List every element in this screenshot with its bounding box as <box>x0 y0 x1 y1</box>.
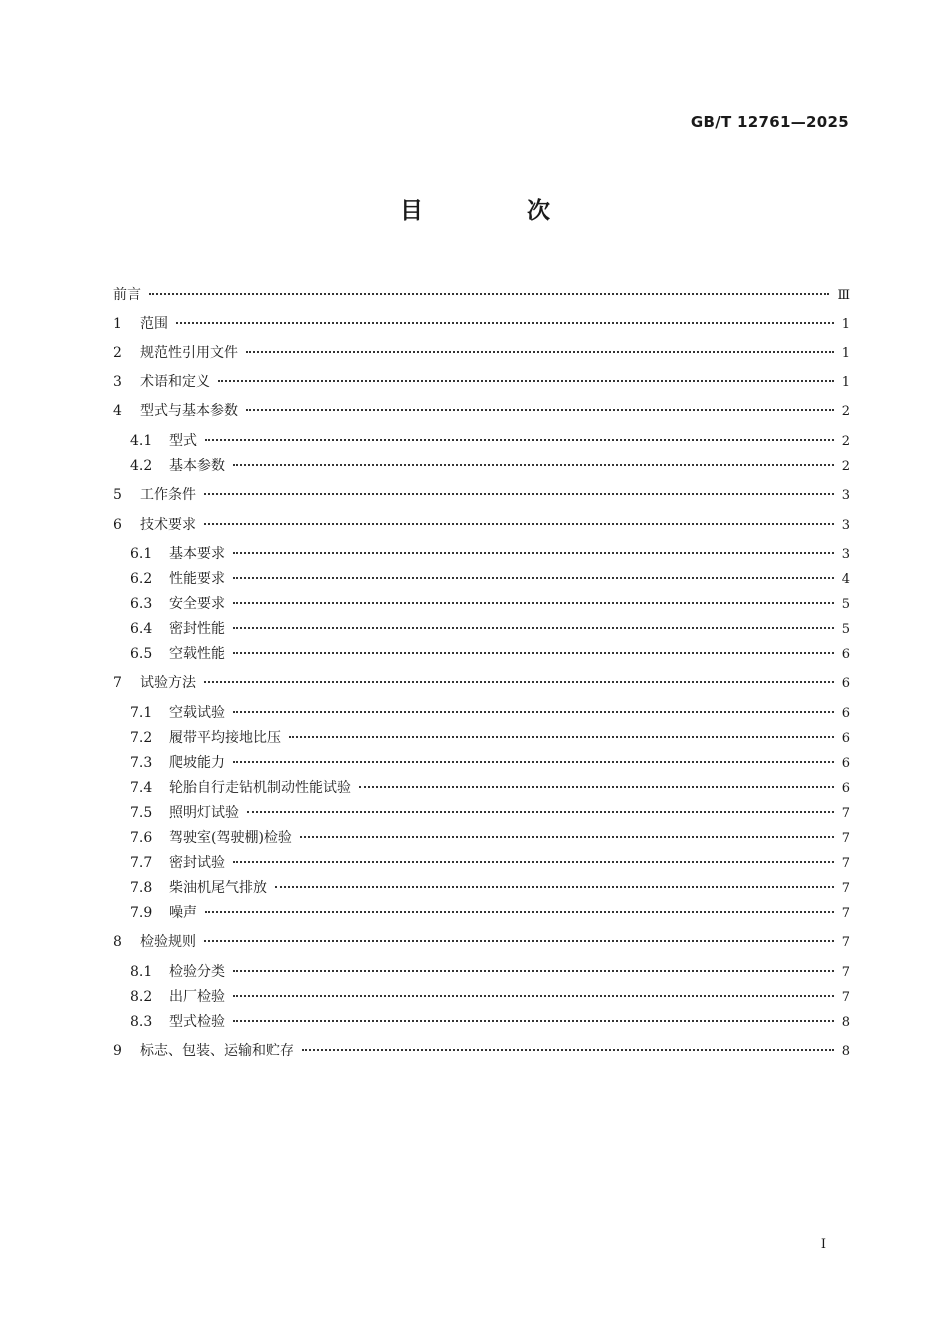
toc-entry[interactable] <box>113 1040 850 1060</box>
toc-entry[interactable] <box>130 568 850 588</box>
toc-entry-page: 1 <box>841 375 850 390</box>
toc-entry-title <box>130 902 197 922</box>
toc-entry[interactable] <box>130 643 850 663</box>
toc-entry-title <box>113 400 238 420</box>
dot-leader <box>233 970 834 972</box>
toc-entry-title <box>113 313 168 333</box>
toc-entry[interactable] <box>113 400 850 420</box>
toc-entry-label: 检验规则 <box>140 934 196 950</box>
toc-entry-number: 9 <box>113 1043 122 1059</box>
toc-entry-label: 安全要求 <box>169 596 225 612</box>
dot-leader <box>233 602 834 604</box>
toc-entry-label: 基本要求 <box>169 546 225 562</box>
toc-entry-title <box>130 643 225 663</box>
toc-entry-page: 5 <box>841 597 850 612</box>
toc-entry[interactable] <box>130 802 850 822</box>
toc-entry-page: 2 <box>841 459 850 474</box>
dot-leader <box>247 811 834 813</box>
toc-entry[interactable] <box>130 543 850 563</box>
toc-entry-page: 3 <box>841 518 850 533</box>
toc-entry[interactable] <box>113 313 850 333</box>
dot-leader <box>149 293 829 295</box>
toc-entry[interactable] <box>130 986 850 1006</box>
toc-entry[interactable] <box>130 877 850 897</box>
toc-entry-number: 8.2 <box>130 989 153 1005</box>
dot-leader <box>359 786 834 788</box>
toc-entry-title <box>130 727 281 747</box>
toc-entry-number: 7.6 <box>130 830 153 846</box>
toc-entry-number: 4.1 <box>130 433 153 449</box>
dot-leader <box>204 523 834 525</box>
toc-entry[interactable] <box>130 727 850 747</box>
toc-entry-label: 噪声 <box>169 905 197 921</box>
toc-entry-page: 7 <box>841 906 850 921</box>
toc-entry-number: 6.5 <box>130 646 153 662</box>
toc-entry-page: 6 <box>841 731 850 746</box>
dot-leader <box>204 940 834 942</box>
toc-entry-number: 6 <box>113 517 122 533</box>
toc-entry-title <box>130 802 239 822</box>
toc-entry-title <box>130 618 225 638</box>
toc-entry-number: 2 <box>113 345 122 361</box>
dot-leader <box>233 464 834 466</box>
dot-leader <box>233 1020 834 1022</box>
toc-entry[interactable] <box>113 484 850 504</box>
dot-leader <box>233 711 834 713</box>
toc-entry-number: 7.3 <box>130 755 153 771</box>
toc-entry-title <box>130 777 351 797</box>
toc-entry[interactable] <box>130 702 850 722</box>
toc-entry-label: 空载试验 <box>169 705 225 721</box>
toc-entry-page: 7 <box>841 881 850 896</box>
toc-entry-label: 前言 <box>113 287 141 303</box>
toc-entry-label: 柴油机尾气排放 <box>169 880 267 896</box>
dot-leader <box>233 552 834 554</box>
toc-entry-title <box>130 702 225 722</box>
toc-entry-label: 术语和定义 <box>140 374 210 390</box>
toc-entry-number: 8.3 <box>130 1014 153 1030</box>
toc-entry-page: 3 <box>841 547 850 562</box>
toc-entry-page: 5 <box>841 622 850 637</box>
toc-entry-label: 轮胎自行走钻机制动性能试验 <box>169 780 351 796</box>
toc-entry-number: 7 <box>113 675 122 691</box>
page-number: Ⅰ <box>820 1237 826 1252</box>
dot-leader <box>233 761 834 763</box>
dot-leader <box>205 439 834 441</box>
toc-entry-page: 1 <box>841 317 850 332</box>
toc-entry-page: 6 <box>841 676 850 691</box>
toc-entry-label: 空载性能 <box>169 646 225 662</box>
toc-entry-page: 7 <box>841 806 850 821</box>
toc-entry[interactable] <box>130 593 850 613</box>
toc-entry-page: 6 <box>841 647 850 662</box>
dot-leader <box>233 577 834 579</box>
toc-entry[interactable] <box>130 902 850 922</box>
dot-leader <box>300 836 834 838</box>
toc-entry-label: 出厂检验 <box>169 989 225 1005</box>
dot-leader <box>204 681 834 683</box>
toc-entry-page: 6 <box>841 781 850 796</box>
toc-entry[interactable] <box>130 618 850 638</box>
toc-entry-page: Ⅲ <box>837 288 850 303</box>
toc-entry-title <box>113 931 196 951</box>
toc-entry-number: 6.2 <box>130 571 153 587</box>
toc-entry-number: 4 <box>113 403 122 419</box>
toc-entry-page: 6 <box>841 706 850 721</box>
toc-entry-label: 型式与基本参数 <box>140 403 238 419</box>
dot-leader <box>233 861 834 863</box>
toc-entry-title <box>113 371 210 391</box>
toc-entry-title <box>130 852 225 872</box>
toc-entry-label: 规范性引用文件 <box>140 345 238 361</box>
toc-entry-title <box>130 455 225 475</box>
toc-entry-label: 工作条件 <box>140 487 196 503</box>
toc-entry-title <box>130 827 292 847</box>
toc-entry-page: 2 <box>841 434 850 449</box>
toc-entry-number: 7.8 <box>130 880 153 896</box>
toc-entry[interactable] <box>113 931 850 951</box>
toc-entry-number: 7.2 <box>130 730 153 746</box>
toc-entry[interactable] <box>130 852 850 872</box>
dot-leader <box>233 995 834 997</box>
dot-leader <box>246 351 834 353</box>
toc-entry-title <box>130 877 267 897</box>
toc-entry-label: 履带平均接地比压 <box>169 730 281 746</box>
toc-entry-number: 8.1 <box>130 964 153 980</box>
toc-entry-page: 7 <box>841 990 850 1005</box>
toc-entry-number: 6.4 <box>130 621 153 637</box>
toc-entry-page: 6 <box>841 756 850 771</box>
toc-entry[interactable] <box>113 371 850 391</box>
toc-entry-title <box>113 672 196 692</box>
toc-entry-number: 7.7 <box>130 855 153 871</box>
toc-entry-label: 爬坡能力 <box>169 755 225 771</box>
toc-entry-label: 照明灯试验 <box>169 805 239 821</box>
dot-leader <box>289 736 834 738</box>
toc-entry-page: 7 <box>841 831 850 846</box>
toc-entry-number: 5 <box>113 487 122 503</box>
toc-entry-title <box>113 1040 294 1060</box>
toc-entry-number: 6.1 <box>130 546 153 562</box>
toc-entry-page: 3 <box>841 488 850 503</box>
toc-entry-label: 基本参数 <box>169 458 225 474</box>
toc-entry-number: 7.4 <box>130 780 153 796</box>
toc-entry-page: 7 <box>841 856 850 871</box>
toc-entry[interactable] <box>113 514 850 534</box>
toc-entry-page: 8 <box>841 1015 850 1030</box>
dot-leader <box>233 627 834 629</box>
toc-entry-title <box>130 752 225 772</box>
toc-entry-label: 标志、包装、运输和贮存 <box>140 1043 294 1059</box>
dot-leader <box>205 911 834 913</box>
toc-entry-label: 试验方法 <box>140 675 196 691</box>
toc-entry-title <box>130 1011 225 1031</box>
toc-entry-title <box>113 484 196 504</box>
dot-leader <box>233 652 834 654</box>
toc-entry-label: 检验分类 <box>169 964 225 980</box>
toc-entry-label: 密封试验 <box>169 855 225 871</box>
toc-entry-label: 型式检验 <box>169 1014 225 1030</box>
toc-entry-number: 7.1 <box>130 705 153 721</box>
toc-entry-title <box>130 543 225 563</box>
toc-entry-title <box>113 342 238 362</box>
page-title: 目 次 <box>399 198 598 224</box>
toc-entry-page: 7 <box>841 965 850 980</box>
toc-entry-label: 范围 <box>140 316 168 332</box>
toc-entry[interactable] <box>130 455 850 475</box>
toc-entry-number: 1 <box>113 316 122 332</box>
toc-entry-number: 3 <box>113 374 122 390</box>
toc-entry-number: 8 <box>113 934 122 950</box>
toc-entry[interactable] <box>130 752 850 772</box>
toc-entry[interactable] <box>130 1011 850 1031</box>
toc-entry-title <box>130 986 225 1006</box>
toc-entry[interactable] <box>130 827 850 847</box>
toc-entry[interactable] <box>130 777 850 797</box>
toc-entry-title <box>130 593 225 613</box>
toc-entry-label: 性能要求 <box>169 571 225 587</box>
toc-entry-title <box>130 568 225 588</box>
dot-leader <box>302 1049 834 1051</box>
toc-entry-title <box>113 514 196 534</box>
standard-code: GB/T 12761—2025 <box>690 113 849 131</box>
toc-entry[interactable] <box>113 672 850 692</box>
toc-entry-page: 8 <box>841 1044 850 1059</box>
toc-entry[interactable] <box>130 961 850 981</box>
toc-entry-label: 技术要求 <box>140 517 196 533</box>
toc-entry[interactable] <box>130 430 850 450</box>
toc-entry-label: 密封性能 <box>169 621 225 637</box>
dot-leader <box>275 886 834 888</box>
dot-leader <box>218 380 834 382</box>
toc-entry-page: 2 <box>841 404 850 419</box>
toc-entry[interactable] <box>113 342 850 362</box>
toc-entry-number: 6.3 <box>130 596 153 612</box>
toc-entry-label: 型式 <box>169 433 197 449</box>
toc-entry-page: 7 <box>841 935 850 950</box>
toc-entry-title <box>130 961 225 981</box>
toc-entry-page: 1 <box>841 346 850 361</box>
toc-entry-number: 4.2 <box>130 458 153 474</box>
toc-entry[interactable] <box>113 284 850 304</box>
dot-leader <box>204 493 834 495</box>
toc-entry-label: 驾驶室(驾驶棚)检验 <box>169 830 292 846</box>
toc-entry-number: 7.9 <box>130 905 153 921</box>
dot-leader <box>246 409 834 411</box>
toc-entry-title <box>113 284 141 304</box>
toc-entry-number: 7.5 <box>130 805 153 821</box>
toc-entry-title <box>130 430 197 450</box>
dot-leader <box>176 322 834 324</box>
toc-entry-page: 4 <box>841 572 850 587</box>
